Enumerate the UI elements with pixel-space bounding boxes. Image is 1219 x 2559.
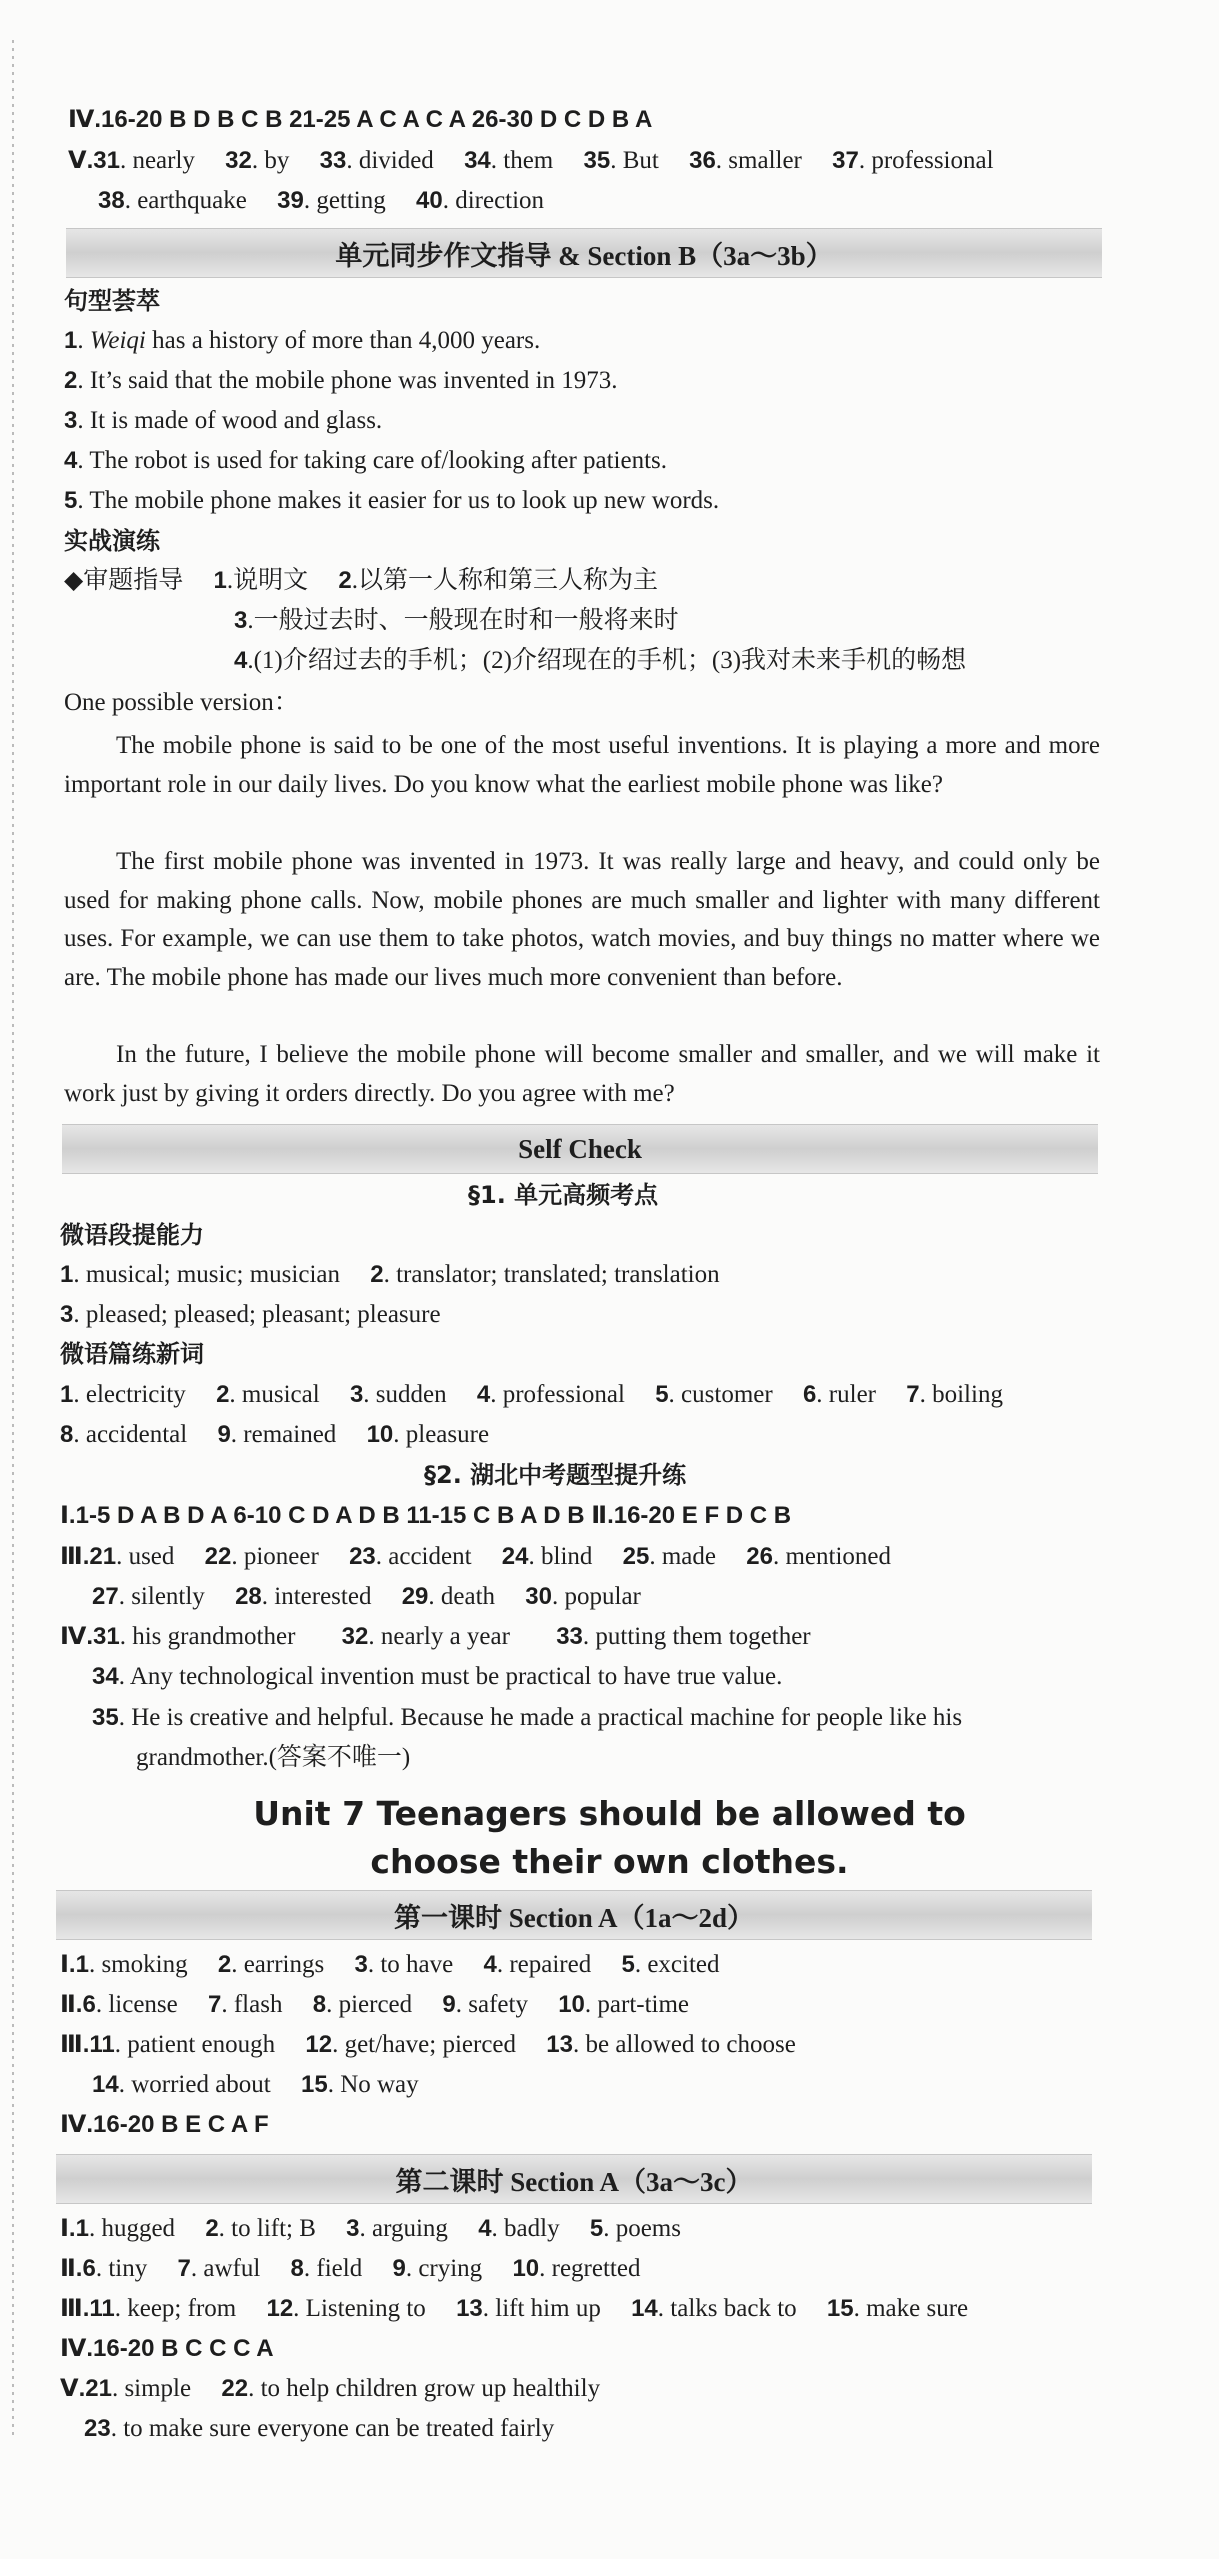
sentences-heading: 句型荟萃 bbox=[64, 287, 160, 315]
unit-title-line-2: choose their own clothes. bbox=[370, 1842, 849, 1881]
micro1-row-1: 1. musical; music; musician 2. translator; translated; translation bbox=[60, 1261, 720, 1288]
guide-label: ◆审题指导 bbox=[64, 567, 184, 594]
lesson1-banner: 第一课时 Section A（1a～2d） bbox=[56, 1890, 1092, 1940]
l1-row-i: Ⅰ.1. smoking 2. earrings 3. to have 4. repaired 5. excited bbox=[60, 1951, 720, 1978]
essay-paragraph-2: The first mobile phone was invented in 1973. It was really large and heavy, and could only be used for making phone calls. Now, mobile phones are much smaller and lighter with many different uses. For example, we can use them to take photos, watch movies, and buy things no matter where we are. The mobile phone has made our lives much more convenient than before. bbox=[64, 848, 1100, 991]
micro-passage-heading: 微语篇练新词 bbox=[60, 1340, 204, 1368]
l1-row-iv: Ⅳ.16-20 B E C A F bbox=[60, 2111, 269, 2138]
sc-row-34: 34. Any technological invention must be practical to have true value. bbox=[92, 1663, 783, 1690]
sentence-5: 5. The mobile phone makes it easier for us to look up new words. bbox=[64, 487, 720, 514]
guide-row-4: 4.(1)介绍过去的手机；(2)介绍现在的手机；(3)我对未来手机的畅想 bbox=[234, 647, 967, 674]
l1-row-iii: Ⅲ.11. patient enough 12. get/have; pierced 13. be allowed to choose bbox=[60, 2031, 796, 2058]
l2-row-ii: Ⅱ.6. tiny 7. awful 8. field 9. crying 10. regretted bbox=[60, 2255, 641, 2282]
sc-row-35-cont: grandmother.(答案不唯一) bbox=[136, 1744, 411, 1771]
essay-paragraph-3: In the future, I believe the mobile phone will become smaller and smaller, and we will make it work just by giving it orders directly. Do you agree with me? bbox=[64, 1041, 1100, 1107]
sentence-4: 4. The robot is used for taking care of/looking after patients. bbox=[64, 447, 668, 474]
sentence-1: 1. Weiqi has a history of more than 4,000 years. bbox=[64, 327, 541, 354]
micro1-row-2: 3. pleased; pleased; pleasant; pleasure bbox=[60, 1301, 441, 1328]
sentence-3: 3. It is made of wood and glass. bbox=[64, 407, 383, 434]
sc-row-iii: Ⅲ.21. used 22. pioneer 23. accident 24. blind 25. made 26. mentioned bbox=[60, 1543, 891, 1570]
lesson2-banner: 第二课时 Section A（3a～3c） bbox=[56, 2154, 1092, 2204]
micro2-row-2: 8. accidental 9. remained 10. pleasure bbox=[60, 1421, 490, 1448]
answer-row-v-cont: 38. earthquake 39. getting 40. direction bbox=[98, 187, 545, 214]
sc-row-iv: Ⅳ.31. his grandmother 32. nearly a year 33. putting them together bbox=[60, 1623, 811, 1650]
sc-row-35: 35. He is creative and helpful. Because he made a practical machine for people like his bbox=[92, 1704, 963, 1731]
sc-row-i: Ⅰ.1-5 D A B D A 6-10 C D A D B 11-15 C B A D B Ⅱ.16-20 E F D C B bbox=[60, 1502, 792, 1529]
guide-row-3: 3.一般过去时、一般现在时和一般将来时 bbox=[234, 607, 679, 634]
margin-dashed-line bbox=[12, 40, 14, 2440]
essay-paragraph-1: The mobile phone is said to be one of the most useful inventions. It is playing a more and more important role in our daily lives. Do you know what the earliest mobile phone was like? bbox=[64, 732, 1100, 798]
l2-row-v-cont: 23. to make sure everyone can be treated fairly bbox=[84, 2415, 555, 2442]
l1-row-ii: Ⅱ.6. license 7. flash 8. pierced 9. safety 10. part-time bbox=[60, 1991, 690, 2018]
l2-row-v: Ⅴ.21. simple 22. to help children grow up healthily bbox=[60, 2375, 601, 2402]
sc-row-iii-cont: 27. silently 28. interested 29. death 30. popular bbox=[92, 1583, 641, 1610]
answer-row-v: Ⅴ.31. nearly 32. by 33. divided 34. them 35. But 36. smaller 37. professional bbox=[68, 147, 994, 174]
self-check-banner: Self Check bbox=[62, 1124, 1098, 1174]
l2-row-iv: Ⅳ.16-20 B C C C A bbox=[60, 2335, 274, 2362]
self-check-s1-heading: §1. 单元高频考点 bbox=[468, 1181, 659, 1209]
practice-heading: 实战演练 bbox=[64, 527, 160, 555]
self-check-s2-heading: §2. 湖北中考题型提升练 bbox=[424, 1461, 687, 1489]
unit-title-line-1: Unit 7 Teenagers should be allowed to bbox=[253, 1794, 966, 1833]
guide-row-1: ◆审题指导 1.说明文 2.以第一人称和第三人称为主 bbox=[64, 567, 658, 594]
l2-row-iii: Ⅲ.11. keep; from 12. Listening to 13. lift him up 14. talks back to 15. make sure bbox=[60, 2295, 969, 2322]
micro2-row-1: 1. electricity 2. musical 3. sudden 4. professional 5. customer 6. ruler 7. boiling bbox=[60, 1381, 1003, 1408]
l2-row-i: Ⅰ.1. hugged 2. to lift; B 3. arguing 4. badly 5. poems bbox=[60, 2215, 681, 2242]
micro-paragraph-heading: 微语段提能力 bbox=[60, 1221, 204, 1249]
writing-section-banner: 单元同步作文指导 & Section B（3a～3b） bbox=[66, 228, 1102, 278]
sentence-2: 2. It’s said that the mobile phone was invented in 1973. bbox=[64, 367, 618, 394]
answer-row-iv: Ⅳ.16-20 B D B C B 21-25 A C A C A 26-30 D C D B A bbox=[68, 106, 653, 133]
l1-row-iii-cont: 14. worried about 15. No way bbox=[92, 2071, 419, 2098]
version-label: One possible version： bbox=[64, 689, 299, 716]
